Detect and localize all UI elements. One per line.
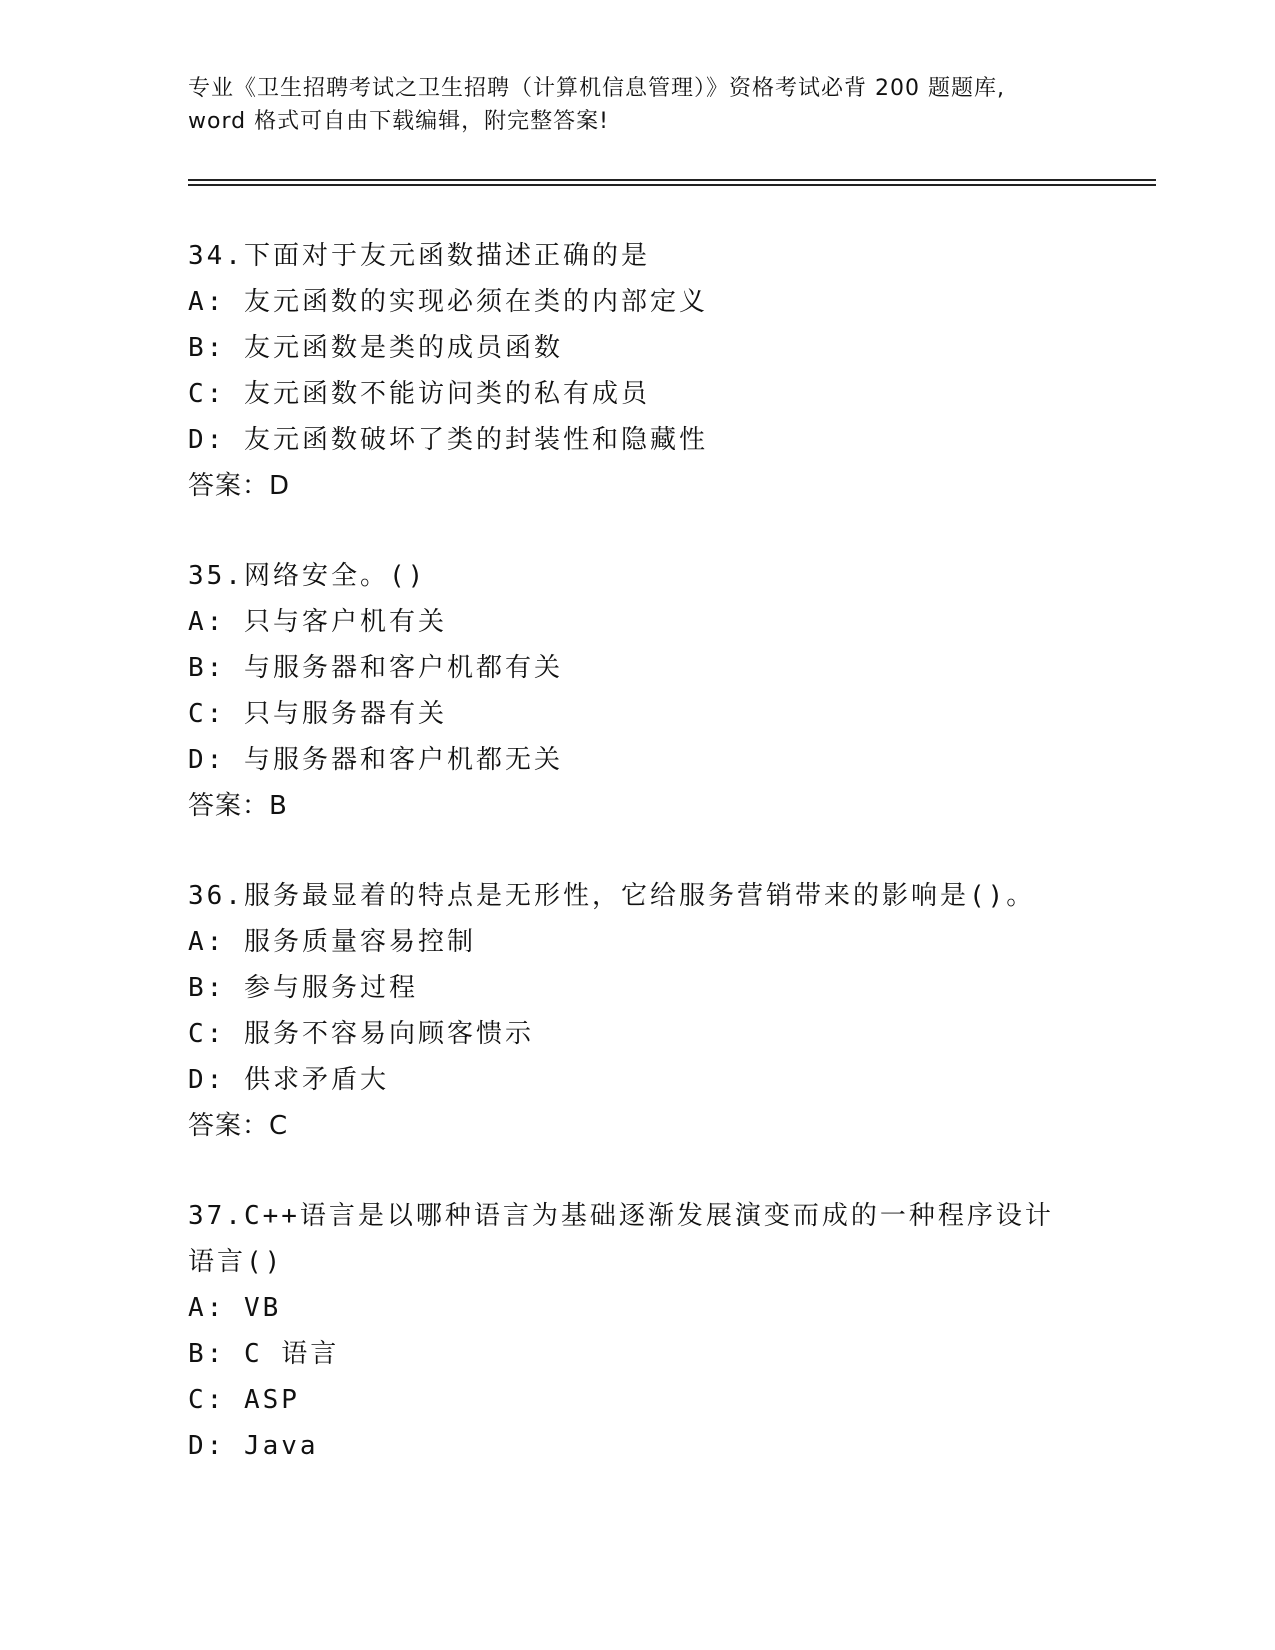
option-c: C: 友元函数不能访问类的私有成员 xyxy=(188,379,650,409)
option-c: C: ASP xyxy=(188,1385,300,1415)
question-37 xyxy=(188,1193,1088,1469)
question-36 xyxy=(188,873,1088,1149)
option-c: C: 服务不容易向顾客愦示 xyxy=(188,1019,534,1049)
answer-line xyxy=(188,783,1088,829)
header-line-1: 专业《卫生招聘考试之卫生招聘（计算机信息管理）》资格考试必背 200 题题库, xyxy=(188,76,1005,101)
option-d: D: 供求矛盾大 xyxy=(188,1065,389,1095)
answer-label: 答案： xyxy=(188,471,270,501)
option-a: A: 只与客户机有关 xyxy=(188,607,447,637)
answer-label: 答案： xyxy=(188,791,270,821)
question-stem: 35.网络安全。() xyxy=(188,561,427,591)
option-a: A: 友元函数的实现必须在类的内部定义 xyxy=(188,287,708,317)
header-divider-top xyxy=(188,179,1156,181)
header-divider-bottom xyxy=(188,184,1156,186)
option-a: A: 服务质量容易控制 xyxy=(188,927,476,957)
answer-line xyxy=(188,463,1088,509)
document-header xyxy=(188,72,1078,138)
option-d: D: Java xyxy=(188,1431,319,1461)
answer-line xyxy=(188,1103,1088,1149)
question-stem: 34.下面对于友元函数描述正确的是 xyxy=(188,241,650,271)
question-stem: 36.服务最显着的特点是无形性，它给服务营销带来的影响是()。 xyxy=(188,881,1036,911)
answer-label: 答案： xyxy=(188,1111,270,1141)
header-line-2: word 格式可自由下载编辑，附完整答案! xyxy=(188,109,609,134)
answer-value: C xyxy=(269,1111,289,1141)
question-34 xyxy=(188,233,1088,509)
option-c: C: 只与服务器有关 xyxy=(188,699,447,729)
option-b: B: C 语言 xyxy=(188,1339,340,1369)
option-b: B: 与服务器和客户机都有关 xyxy=(188,653,563,683)
question-35 xyxy=(188,553,1088,829)
option-a: A: VB xyxy=(188,1293,282,1323)
question-stem: 37.C++语言是以哪种语言为基础逐渐发展演变而成的一种程序设计语言() xyxy=(188,1201,1054,1277)
option-d: D: 友元函数破坏了类的封装性和隐藏性 xyxy=(188,425,708,455)
option-d: D: 与服务器和客户机都无关 xyxy=(188,745,563,775)
option-b: B: 参与服务过程 xyxy=(188,973,418,1003)
option-b: B: 友元函数是类的成员函数 xyxy=(188,333,563,363)
answer-value: D xyxy=(269,471,291,501)
answer-value: B xyxy=(269,791,288,821)
